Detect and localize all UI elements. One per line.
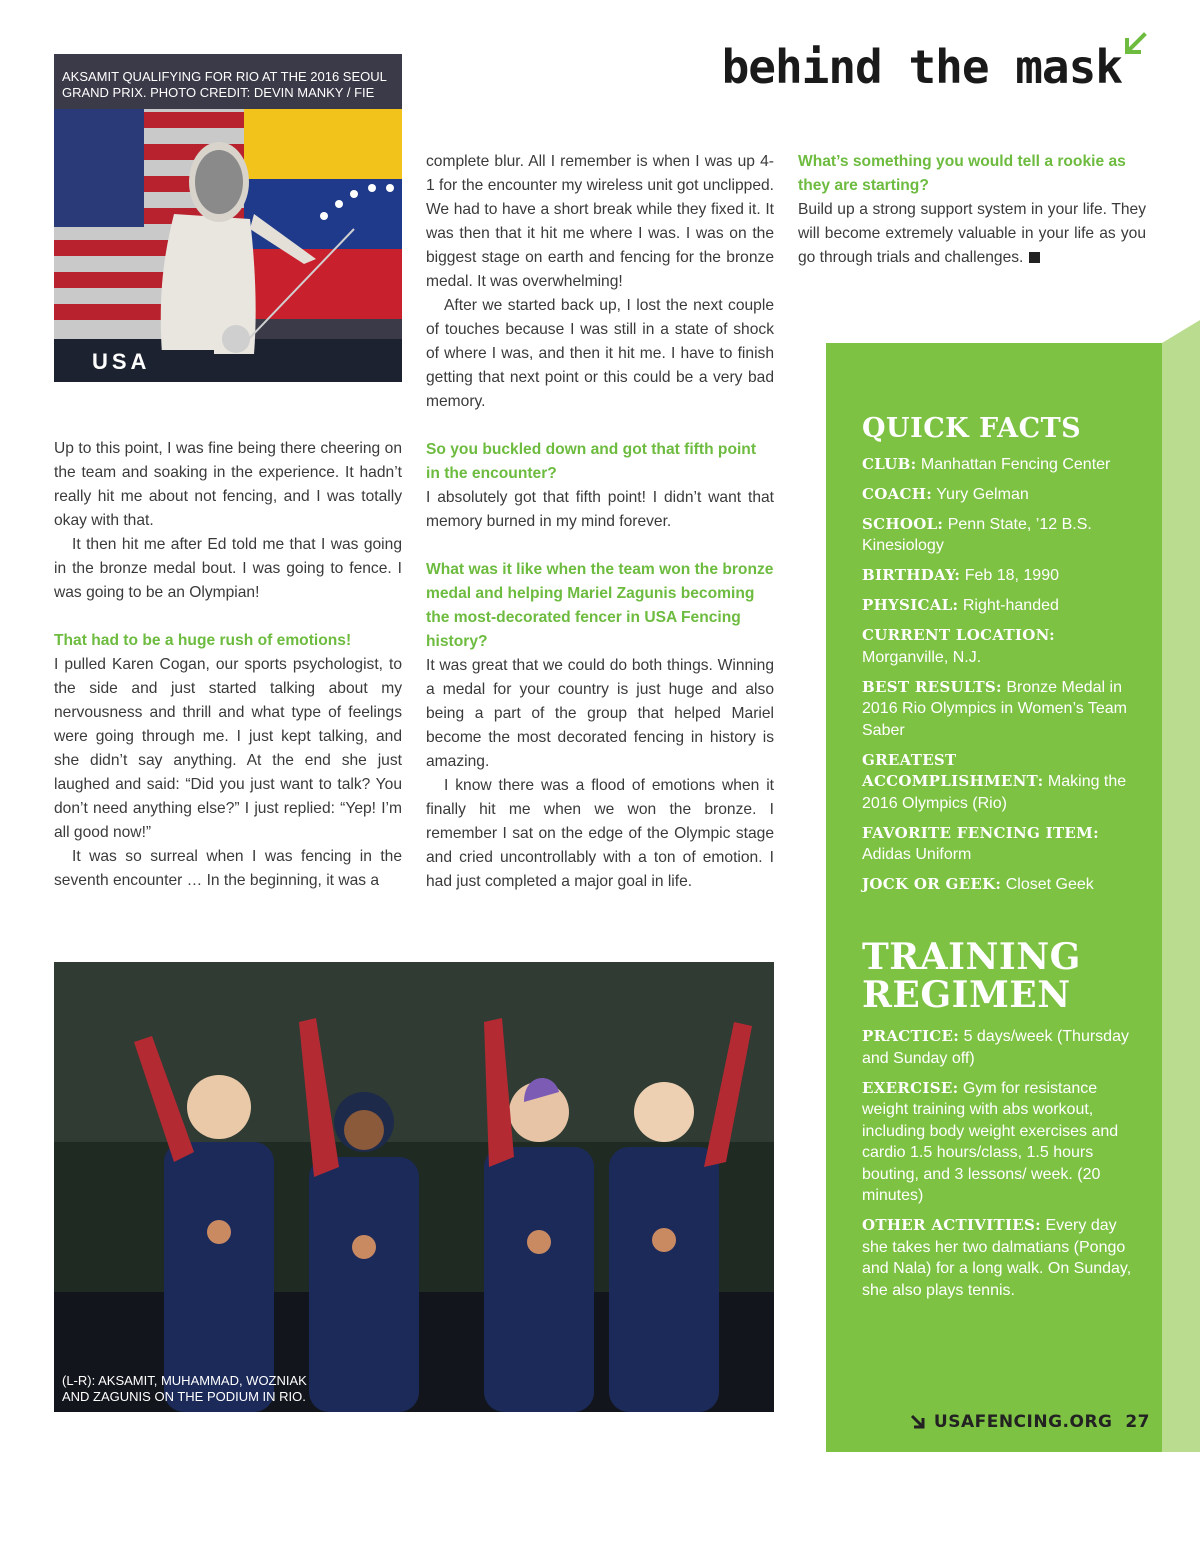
sidebar-fold-shape [1162,320,1200,1452]
fact-label: PRACTICE: [862,1027,960,1045]
photo-aksamit-fencing [54,54,402,382]
training-heading-line2: REGIMEN [862,974,1071,1016]
fact-label: BIRTHDAY: [862,566,961,584]
fact-label: GREATEST ACCOMPLISHMENT: [862,750,1044,790]
paragraph: It was great that we could do both things. Winning a medal for your country is just huge and also being a part of the group that helped Mariel become the most decorated fencing in history is amazing. [426,657,774,770]
fact-item [862,484,1142,506]
fact-value: Gym for resistance weight training with abs workout, including body weight exercises and cardio 1.5 hours/class, 1.5 hours bouting, and 3 lessons/ week. (20 minutes) [862,1079,1119,1204]
paragraph: I know there was a flood of emotions when it finally hit me when we won the bronze. I remember I sat on the edge of the Olympic stage and cried uncontrollably with a ton of emotion. I had just completed a major goal in life. [426,777,774,890]
photo-caption-top: AKSAMIT QUALIFYING FOR RIO AT THE 2016 SEOUL GRAND PRIX. PHOTO CREDIT: DEVIN MANKY / FIE [62,69,387,100]
paragraph: It then hit me after Ed told me that I was going in the bronze medal bout. I was going to fence. I was going to be an Olympian! [54,536,402,601]
paragraph [798,198,1146,270]
fact-value: Right-handed [962,597,1059,614]
training-list [862,1026,1142,1301]
end-mark-icon [1029,252,1040,263]
photo-podium [54,962,774,1412]
interview-question: So you buckled down and got that fifth point in the encounter? [426,441,757,482]
fact-value: Yury Gelman [936,485,1029,503]
site-url: USAFENCING.ORG [933,1412,1113,1432]
fact-label: BEST RESULTS: [862,677,1002,696]
paragraph: I pulled Karen Cogan, our sports psychologist, to the side and just started talking about my nervousness and thrill and what type of feelings were going through me. I just kept talking, and she didn’t say anything. At the end she just laughed and said: “Did you just want to talk? You don’t need anything else?” I just replied: “Yep! I’m all good now!” [54,656,402,841]
fact-item [862,677,1142,742]
paragraph: After we started back up, I lost the next couple of touches because I was still in a state of shock of where I was, and then it hit me. I have to finish getting that next point or this could be a very bad memory. [426,297,774,410]
quick-facts-list [862,454,1142,896]
fact-label: FAVORITE FENCING ITEM: [862,823,1099,842]
fact-value: Feb 18, 1990 [964,567,1059,584]
fact-value: Penn State, ’12 B.S. Kinesiology [862,515,1092,554]
article-column-3 [798,150,1146,270]
fact-label: PHYSICAL: [862,596,959,614]
fact-value: Manhattan Fencing Center [920,455,1111,473]
photo-caption-bottom: (L-R): AKSAMIT, MUHAMMAD, WOZNIAK AND ZAGUNIS ON THE PODIUM IN RIO. [62,1373,307,1404]
interview-question: That had to be a huge rush of emotions! [54,632,352,649]
quick-facts-heading: QUICK FACTS [862,413,1082,444]
fact-label: EXERCISE: [862,1078,959,1097]
photo-signage: USA [92,349,151,374]
fact-item [862,1078,1142,1207]
fact-item [862,750,1142,815]
fact-value: Every day she takes her two dalmatians (Pongo and Nala) for a long walk. On Sunday, she also plays tennis. [862,1217,1132,1299]
fact-value: 5 days/week (Thursday and Sunday off) [862,1028,1129,1067]
interview-question: What was it like when the team won the bronze medal and helping Mariel Zagunis becoming the most-decorated fencer in USA Fencing history? [426,561,774,650]
quick-facts [862,413,1142,904]
fact-item [862,454,1142,476]
arrow-down-left-icon [1122,32,1148,58]
training-regimen [862,938,1142,1310]
photo-illustration [54,962,774,1412]
section-title: behind the mask [721,40,1122,94]
article-column-2 [426,150,774,894]
fact-label: COACH: [862,484,933,503]
fact-value: Making the 2016 Olympics (Rio) [862,773,1127,812]
fact-item [862,823,1142,866]
training-heading-line1: TRAINING [862,936,1081,978]
fact-label: CLUB: [862,454,917,473]
fact-item [862,625,1142,668]
arrow-down-right-icon [910,1414,926,1430]
fact-label: OTHER ACTIVITIES: [862,1216,1042,1234]
fact-item [862,595,1142,617]
photo-illustration [54,54,402,382]
fact-label: SCHOOL: [862,514,944,533]
fact-item [862,1215,1142,1301]
fact-label: CURRENT LOCATION: [862,626,1055,644]
fact-item [862,1026,1142,1069]
paragraph: Up to this point, I was fine being there cheering on the team and soaking in the experience. It hadn’t really hit me about not fencing, and I was totally okay with that. [54,440,402,529]
article-column-1 [54,437,402,893]
paragraph: I absolutely got that fifth point! I didn’t want that memory burned in my mind forever. [426,489,774,530]
paragraph-text: Build up a strong support system in your life. They will become extremely valuable in your life as you go through trials and challenges. [798,201,1146,266]
page-footer [900,1412,1150,1432]
paragraph: It was so surreal when I was fencing in the seventh encounter … In the beginning, it was a [54,848,402,889]
fact-value: Bronze Medal in 2016 Rio Olympics in Women’s Team Saber [862,678,1127,739]
fact-item [862,874,1142,896]
fact-item [862,514,1142,557]
fact-label: JOCK OR GEEK: [862,875,1002,893]
fact-value: Morganville, N.J. [862,648,982,666]
page-number: 27 [1125,1412,1150,1432]
fact-value: Closet Geek [1005,876,1094,893]
fact-item [862,565,1142,587]
interview-question: What’s something you would tell a rookie as they are starting? [798,153,1126,194]
paragraph: complete blur. All I remember is when I was up 4-1 for the encounter my wireless unit got unclipped. We had to have a short break while they fixed it. It was then that it hit me where I was. I was on the biggest stage on earth and fencing for the bronze medal. It was overwhelming! [426,153,774,290]
fact-value: Adidas Uniform [862,846,972,863]
